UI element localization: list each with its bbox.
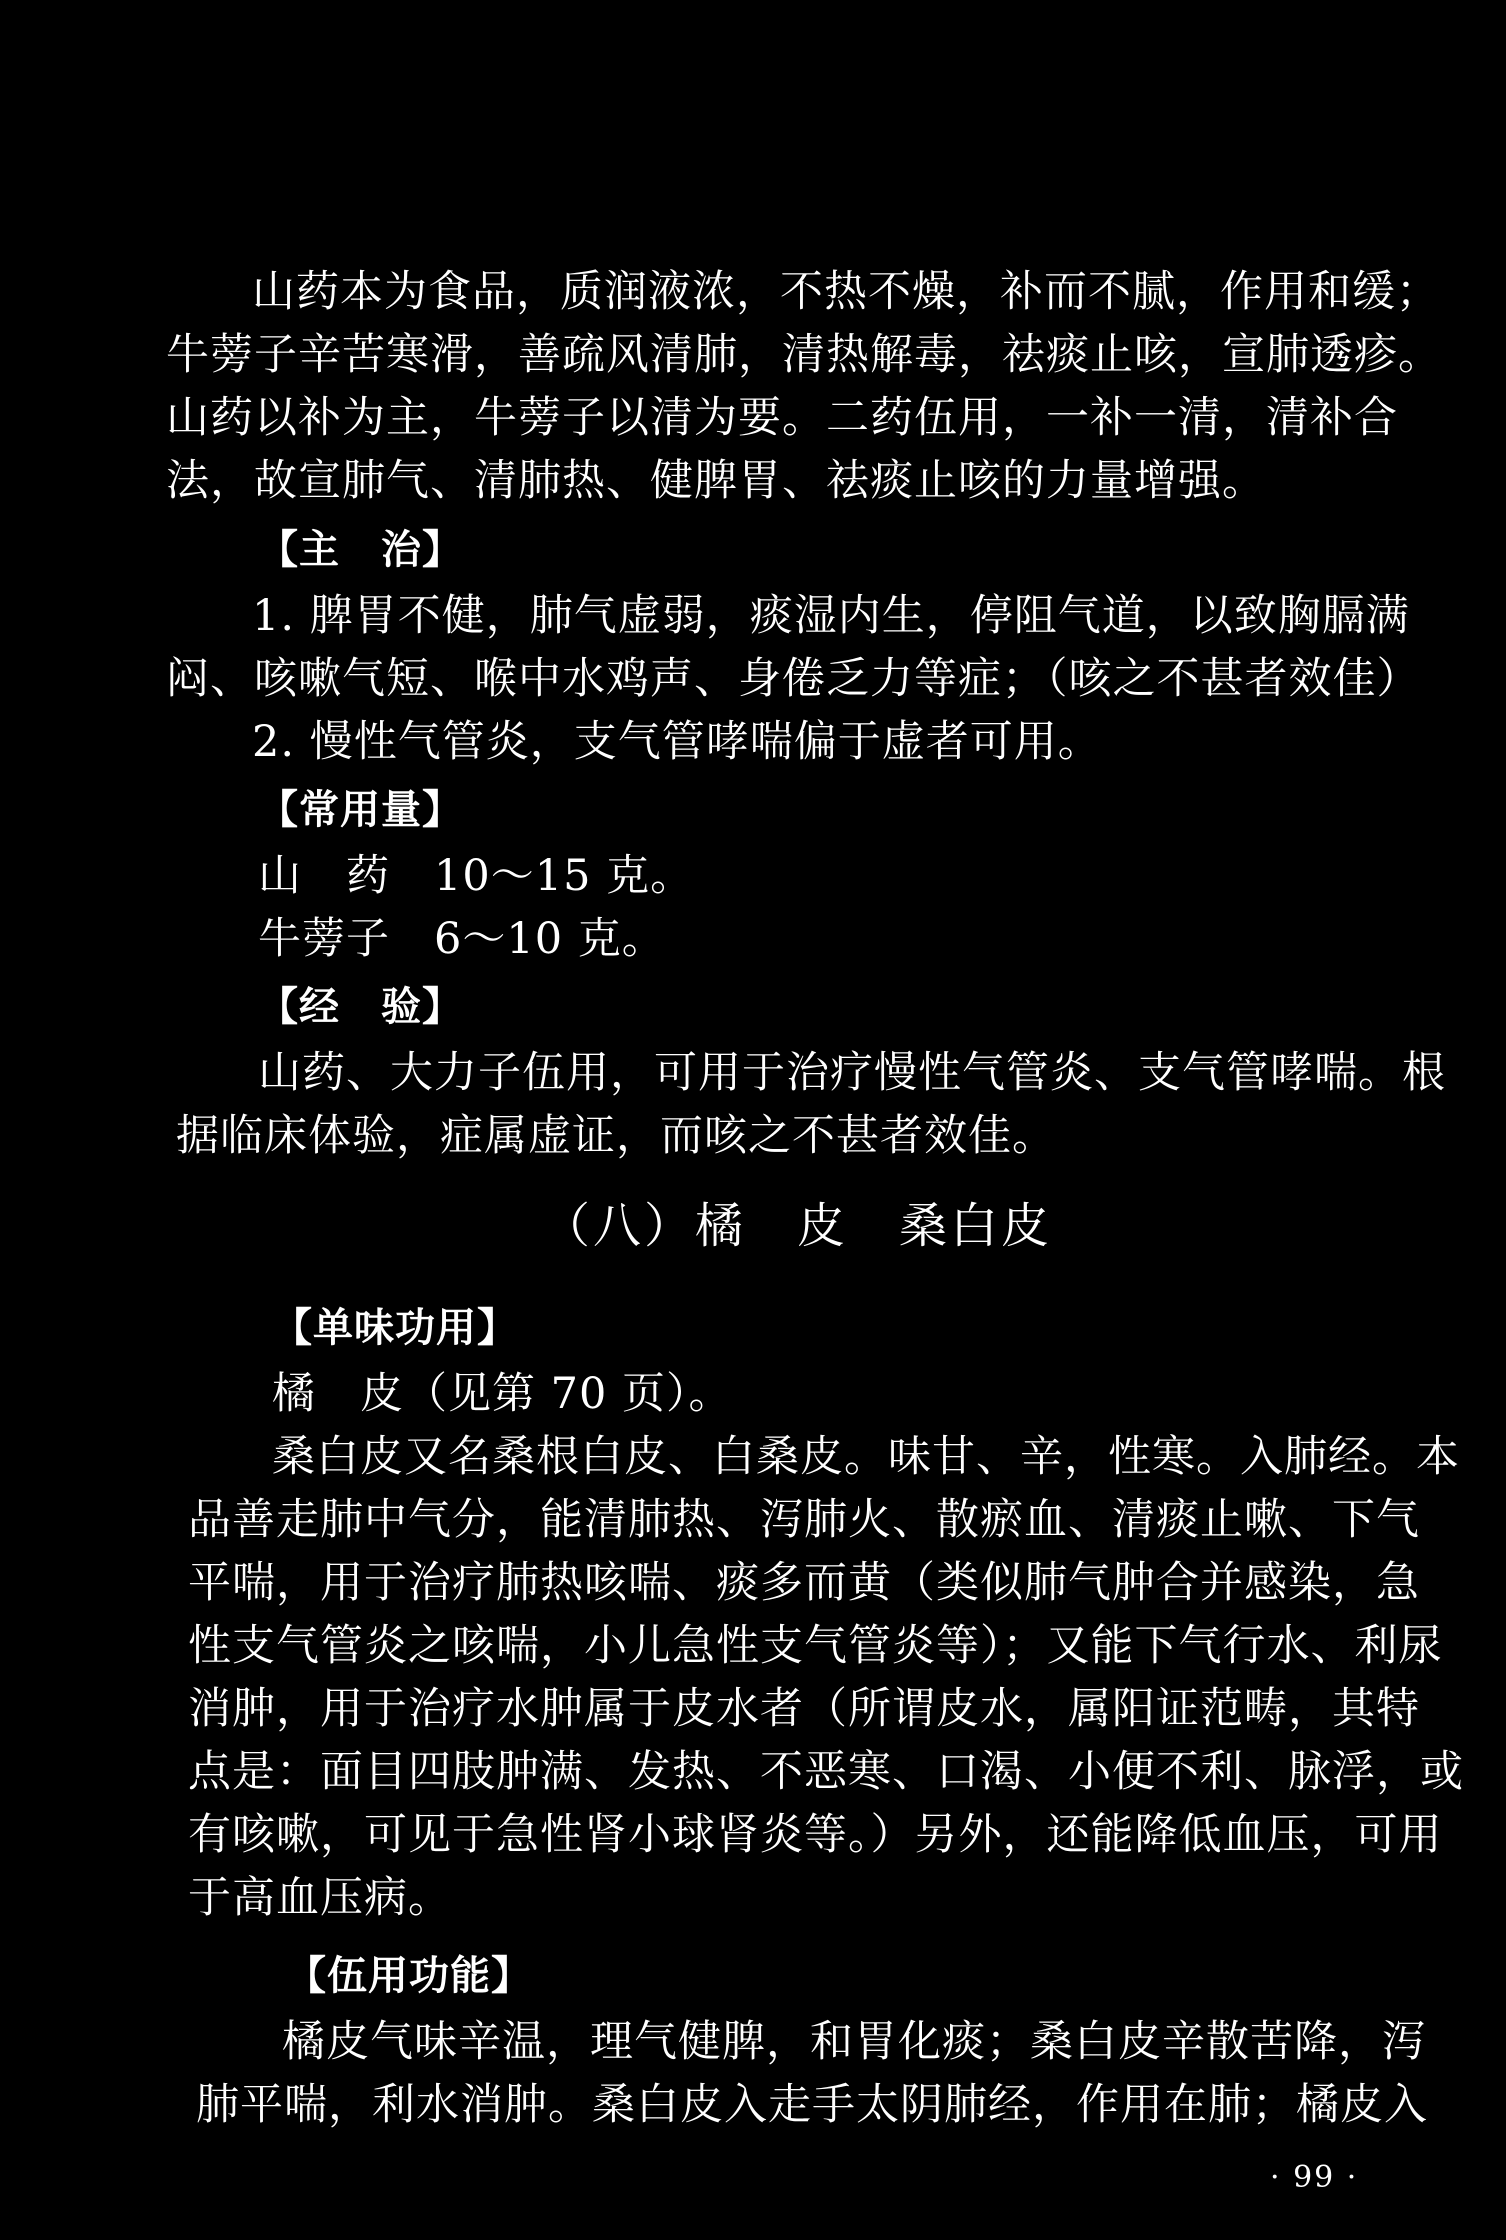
page-number: · 99 ·	[1270, 2160, 1359, 2195]
paragraph-line: 山药本为食品，质润液浓，不热不燥，补而不腻，作用和缓；	[252, 267, 1440, 317]
paragraph-line: 有咳嗽，可见于急性肾小球肾炎等。）另外，还能降低血压，可用	[188, 1810, 1443, 1860]
paragraph-line: 法，故宣肺气、清肺热、健脾胃、祛痰止咳的力量增强。	[166, 456, 1266, 506]
dosage-line: 牛蒡子 6～10 克。	[258, 914, 666, 964]
zhuzhi-heading: 【主 治】	[258, 527, 463, 573]
paragraph-line: 1. 脾胃不健，肺气虚弱，痰湿内生，停阻气道，以致胸膈满	[252, 591, 1410, 641]
dosage-heading: 【常用量】	[258, 787, 463, 833]
paragraph-line: 点是：面目四肢肿满、发热、不恶寒、口渴、小便不利、脉浮，或	[188, 1747, 1464, 1797]
paragraph-line: 橘 皮（见第 70 页）。	[272, 1369, 733, 1419]
paragraph-line: 于高血压病。	[188, 1873, 452, 1923]
paragraph-line: 消肿，用于治疗水肿属于皮水者（所谓皮水，属阳证范畴，其特	[188, 1684, 1420, 1734]
danwei-heading: 【单味功用】	[272, 1305, 518, 1351]
paragraph-line: 性支气管炎之咳喘，小儿急性支气管炎等）；又能下气行水、利尿	[188, 1621, 1443, 1671]
section-title: （八）橘 皮 桑白皮	[542, 1198, 1053, 1254]
paragraph-line: 牛蒡子辛苦寒滑，善疏风清肺，清热解毒，祛痰止咳，宣肺透疹。	[166, 330, 1442, 380]
paragraph-line: 2. 慢性气管炎，支气管哮喘偏于虚者可用。	[252, 717, 1102, 767]
paragraph-line: 橘皮气味辛温，理气健脾，和胃化痰；桑白皮辛散苦降，泻	[282, 2017, 1426, 2067]
dosage-line: 山 药 10～15 克。	[258, 851, 695, 901]
paragraph-line: 闷、咳嗽气短、喉中水鸡声、身倦乏力等症；（咳之不甚者效佳）	[166, 654, 1421, 704]
paragraph-line: 山药、大力子伍用，可用于治疗慢性气管炎、支气管哮喘。根	[258, 1048, 1446, 1098]
wuyong-heading: 【伍用功能】	[286, 1953, 532, 1999]
paragraph-line: 桑白皮又名桑根白皮、白桑皮。味甘、辛，性寒。入肺经。本	[272, 1432, 1460, 1482]
paragraph-line: 肺平喘，利水消肿。桑白皮入走手太阴肺经，作用在肺；橘皮入	[196, 2080, 1428, 2130]
jingyan-heading: 【经 验】	[258, 984, 463, 1030]
paragraph-line: 山药以补为主，牛蒡子以清为要。二药伍用，一补一清，清补合	[166, 393, 1398, 443]
paragraph-line: 品善走肺中气分，能清肺热、泻肺火、散瘀血、清痰止嗽、下气	[188, 1495, 1420, 1545]
paragraph-line: 据临床体验，症属虚证，而咳之不甚者效佳。	[176, 1111, 1056, 1161]
paragraph-line: 平喘，用于治疗肺热咳喘、痰多而黄（类似肺气肿合并感染，急	[188, 1558, 1420, 1608]
